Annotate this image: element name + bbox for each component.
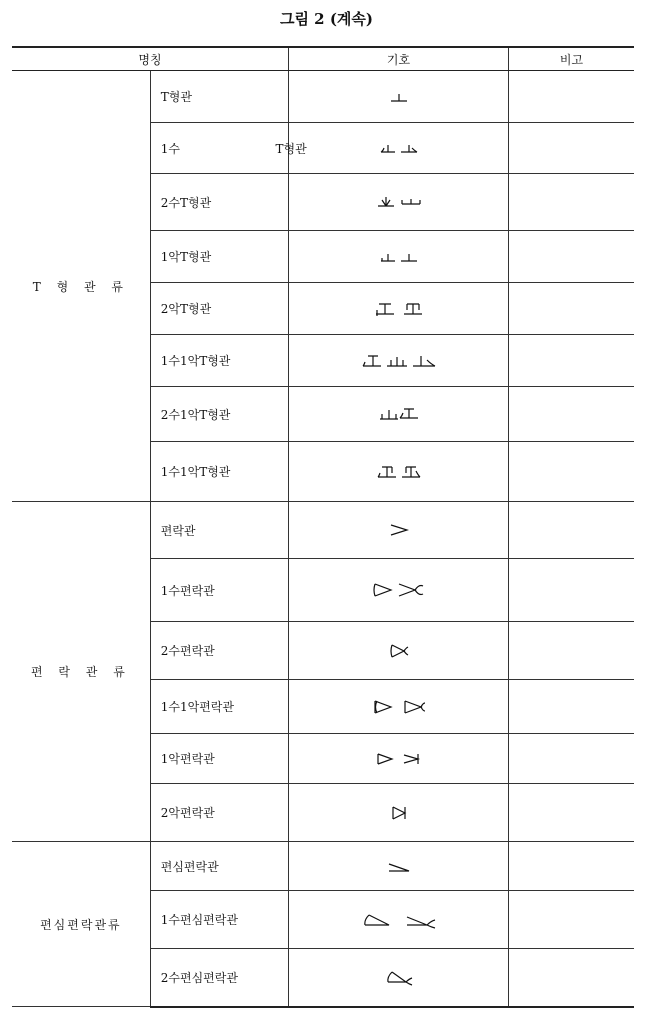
- ecc-reducer-2su-icon: [384, 968, 414, 986]
- table-row: [12, 71, 634, 123]
- reducer-1su-icon: [371, 582, 427, 598]
- remark-cell: [509, 784, 635, 842]
- symbol-cell: [289, 559, 509, 622]
- remark-cell: [509, 891, 635, 949]
- remark-cell: [509, 442, 635, 502]
- header-name: 명칭: [12, 47, 289, 71]
- row-name: 2수편심편락관: [150, 949, 288, 1007]
- row-name: 편락관: [150, 502, 288, 559]
- t-1su1ak-icon: [361, 352, 437, 370]
- header-symbol: 기호: [289, 47, 509, 71]
- symbol-cell: [289, 842, 509, 891]
- row-name: [150, 123, 307, 174]
- row-name: 2수T형관: [150, 174, 288, 231]
- remark-cell: [509, 622, 635, 680]
- symbol-cell: [289, 335, 509, 387]
- symbol-cell: [289, 71, 509, 123]
- t-single-icon: [389, 90, 409, 104]
- row-name: 2악편락관: [150, 784, 288, 842]
- reducer-1ak-icon: [374, 752, 424, 766]
- row-name: 1수1악편락관: [150, 680, 288, 734]
- t-1su-icon: [379, 141, 419, 155]
- row-name: T형관: [150, 71, 288, 123]
- symbol-cell: [289, 387, 509, 442]
- remark-cell: [509, 231, 635, 283]
- remark-cell: [509, 283, 635, 335]
- row-name: 2수편락관: [150, 622, 288, 680]
- table-row: [12, 842, 634, 891]
- symbol-cell: [289, 283, 509, 335]
- group-label-reducer: 편 락 관 류: [12, 502, 150, 842]
- reducer-2su-icon: [388, 643, 410, 659]
- remark-cell: [509, 502, 635, 559]
- reducer-icon: [389, 523, 409, 537]
- symbol-cell: [289, 442, 509, 502]
- symbol-cell: [289, 949, 509, 1007]
- row-name: 1악T형관: [150, 231, 288, 283]
- row-name: 1수1악T형관: [150, 335, 288, 387]
- row-name: 1수편락관: [150, 559, 288, 622]
- ecc-reducer-1su-icon: [361, 911, 437, 929]
- remark-cell: [509, 123, 635, 174]
- symbol-cell: [289, 680, 509, 734]
- row-name: 1악편락관: [150, 734, 288, 784]
- table-row: [12, 502, 634, 559]
- header-remark: 비고: [509, 47, 635, 71]
- t-2ak-icon: [374, 300, 424, 318]
- remark-cell: [509, 842, 635, 891]
- remark-cell: [509, 174, 635, 231]
- symbol-cell: [289, 784, 509, 842]
- symbol-cell: [289, 502, 509, 559]
- figure-title: 그림 2 (계속): [279, 10, 374, 28]
- remark-cell: [509, 335, 635, 387]
- row-name: 2수1악T형관: [150, 387, 288, 442]
- row-name: 2악T형관: [150, 283, 288, 335]
- ecc-reducer-icon: [387, 861, 411, 873]
- group-label-eccentric: 편심편락관류: [12, 842, 150, 1007]
- t-1ak-icon: [379, 250, 419, 264]
- t-2su1ak-icon: [378, 405, 420, 423]
- row-name-right: T형관: [275, 141, 307, 156]
- symbol-cell: [289, 174, 509, 231]
- remark-cell: [509, 949, 635, 1007]
- symbol-cell: [289, 734, 509, 784]
- symbol-cell: [289, 891, 509, 949]
- reducer-2ak-icon: [389, 804, 409, 822]
- t-1su1ak-b-icon: [376, 463, 422, 481]
- reducer-1su1ak-icon: [371, 699, 427, 715]
- group-label-t: T 형 관 류: [12, 71, 150, 502]
- remark-cell: [509, 71, 635, 123]
- remark-cell: [509, 559, 635, 622]
- row-name-left: 1수: [160, 141, 180, 156]
- remark-cell: [509, 734, 635, 784]
- symbol-cell: [289, 622, 509, 680]
- header-row: [12, 47, 634, 71]
- remark-cell: [509, 680, 635, 734]
- symbol-cell: [289, 123, 509, 174]
- row-name: 편심편락관: [150, 842, 288, 891]
- row-name: 1수1악T형관: [150, 442, 288, 502]
- t-2su-icon: [376, 194, 422, 210]
- symbol-cell: [289, 231, 509, 283]
- remark-cell: [509, 387, 635, 442]
- row-name: 1수편심편락관: [150, 891, 288, 949]
- symbol-table: [12, 46, 634, 1008]
